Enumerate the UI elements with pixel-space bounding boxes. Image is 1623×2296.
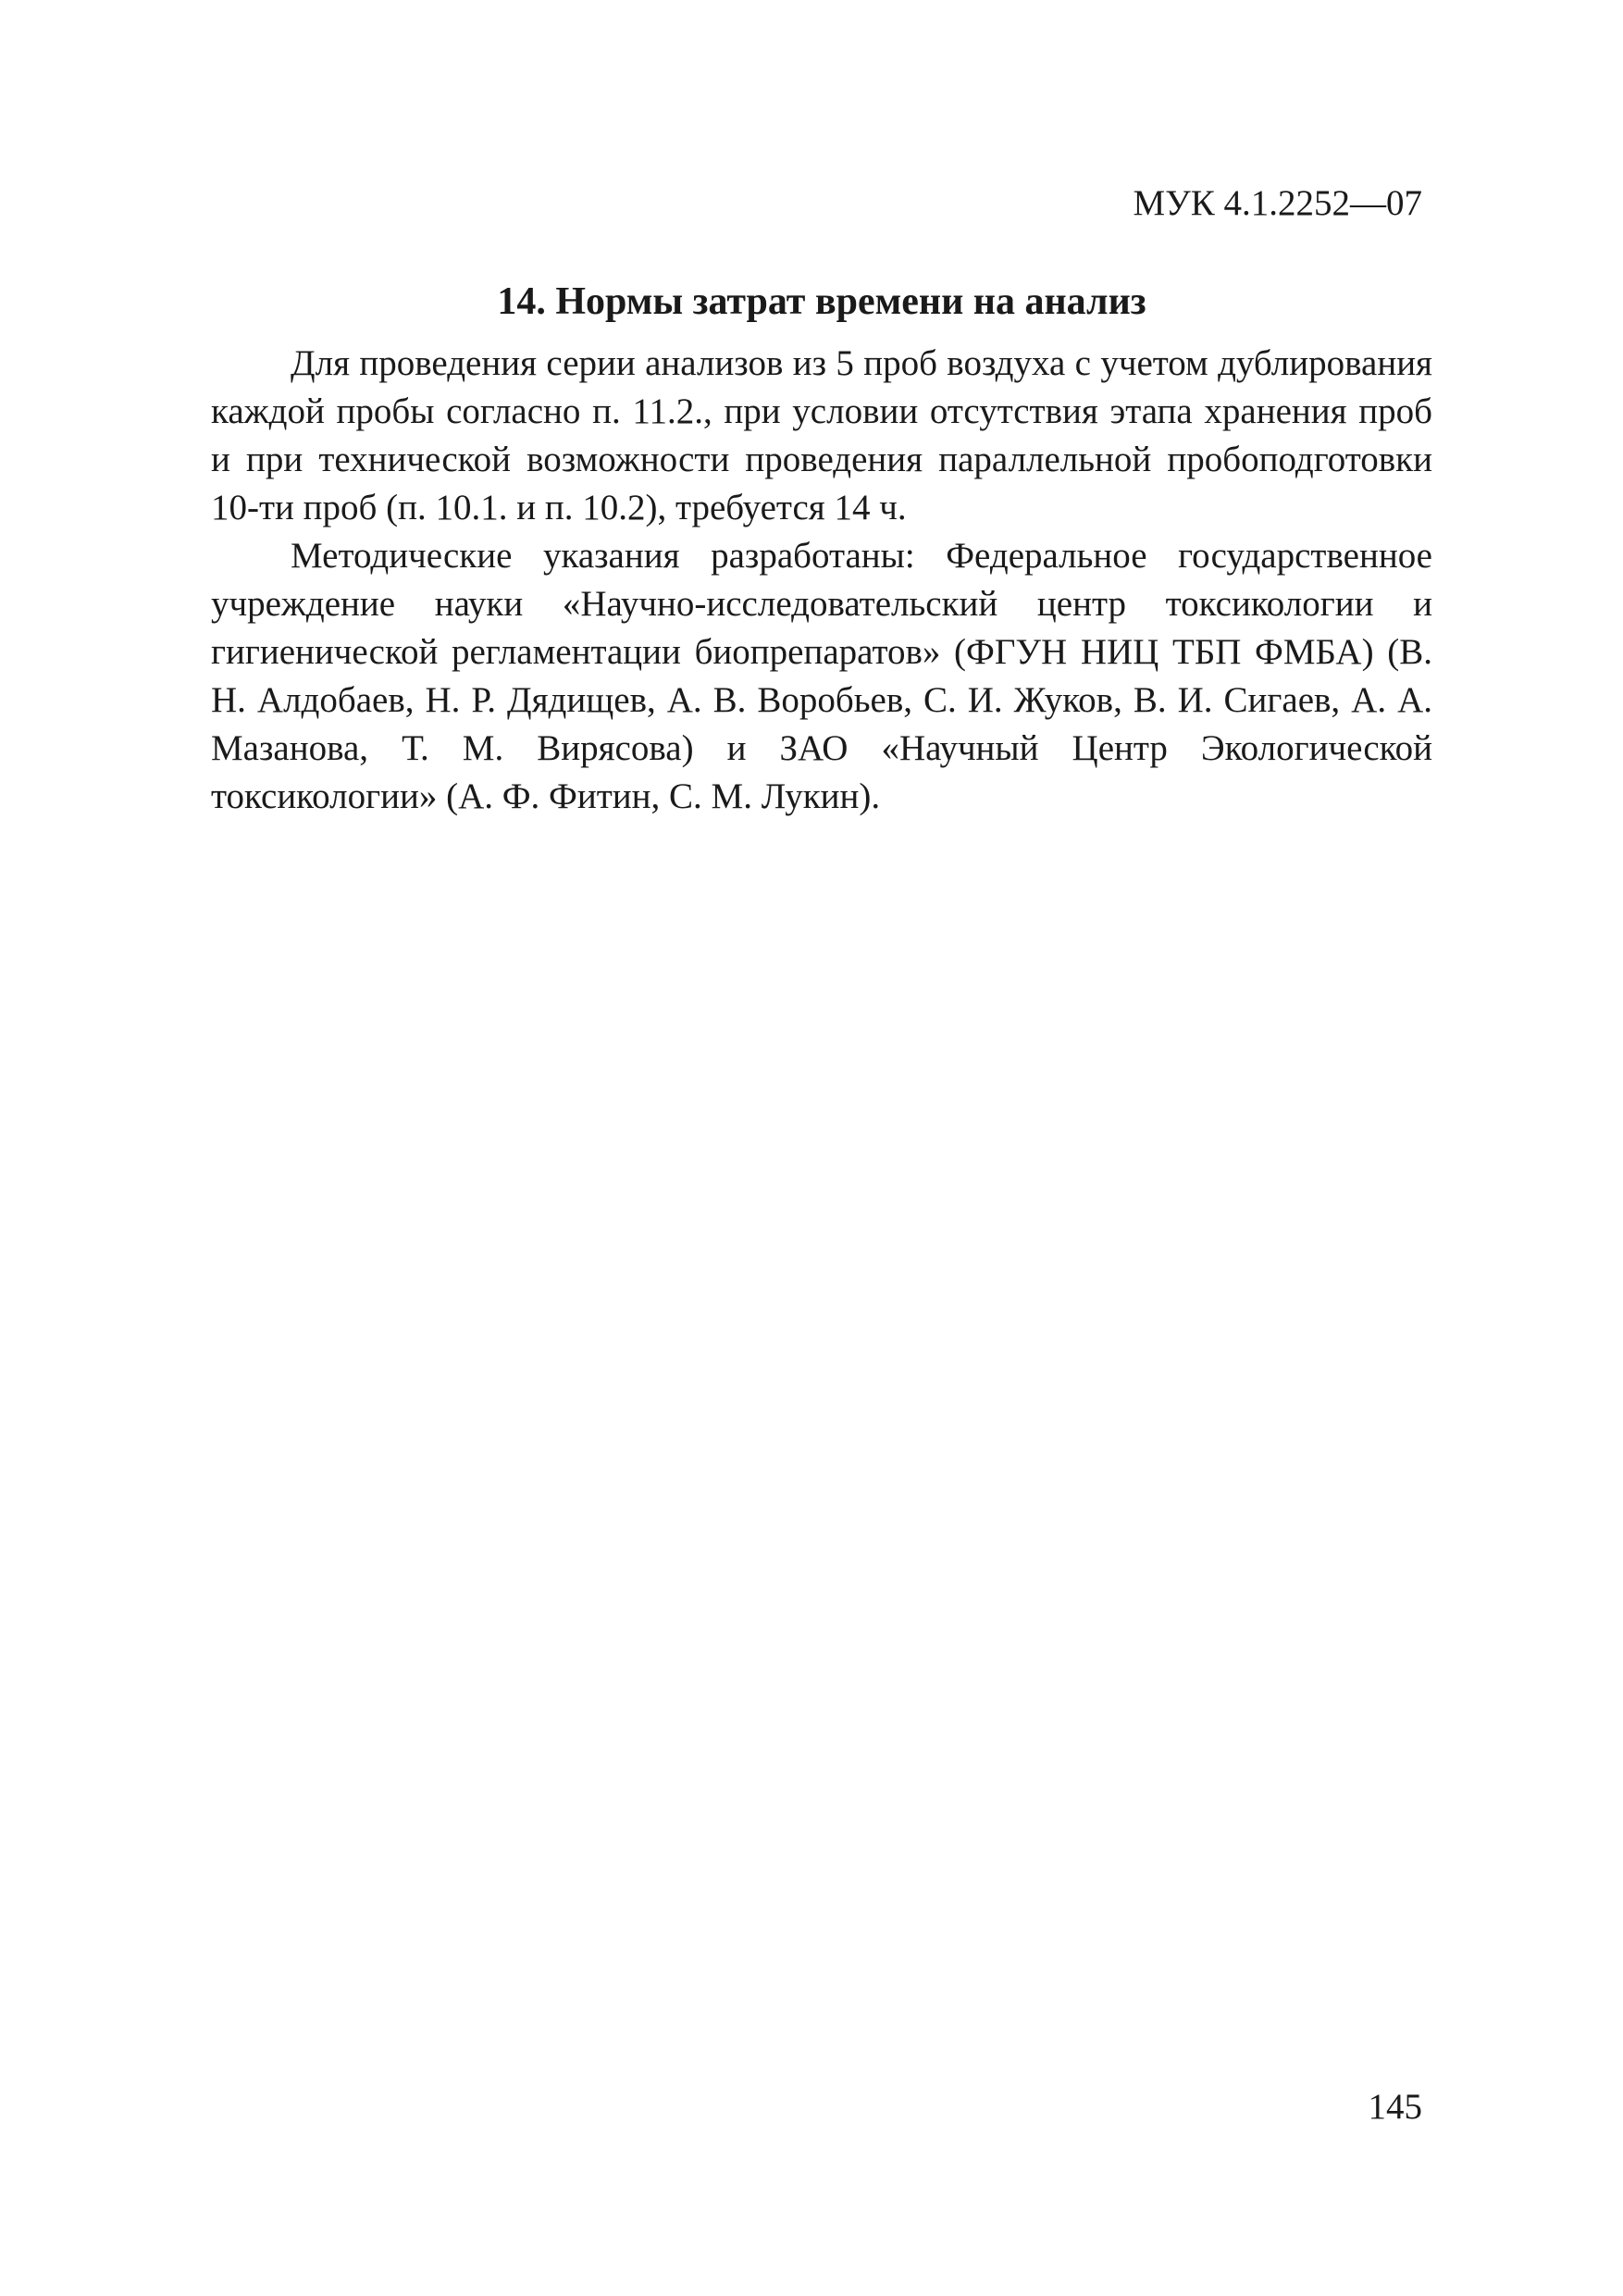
page-number: 145 [1368,2087,1422,2127]
document-code: МУК 4.1.2252—07 [1133,183,1422,223]
page-content [211,278,1432,821]
section-title: 14. Нормы затрат времени на анализ [497,280,1146,323]
paragraph-developers: Методические указания разработаны: Федеральное государственное учреждение науки «Научно-исследовательский центр токсикологии и гигиенической регламентации биопрепаратов» (ФГУН НИЦ ТБП ФМБА) (В. Н. Алдобаев, Н. Р. Дядищев, А. В. Воробьев, С. И. Жуков, В. И. Сигаев, А. А. Мазанова, Т. М. Вирясова) и ЗАО «Научный Центр Экологической токсикологии» (А. Ф. Фитин, С. М. Лукин). [211,535,1432,816]
paragraph-time-norms: Для проведения серии анализов из 5 проб воздуха с учетом дублирования каждой пробы согласно п. 11.2., при условии отсутствия этапа хранения проб и при технической возможности проведения параллельной пробоподготовки 10-ти проб (п. 10.1. и п. 10.2), требуется 14 ч. [211,342,1432,527]
